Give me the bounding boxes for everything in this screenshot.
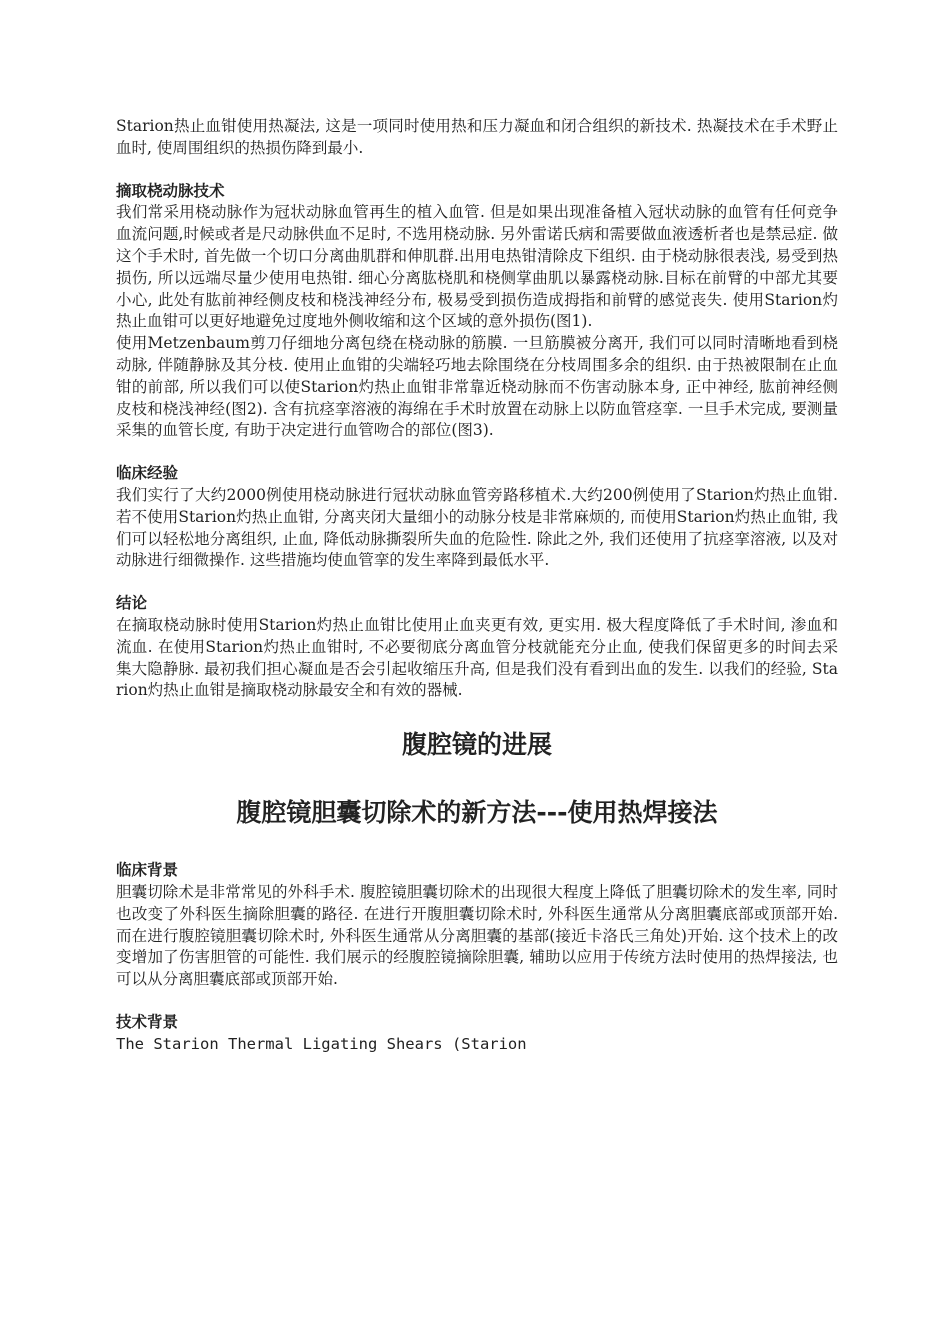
spacer (116, 762, 838, 796)
spacer (116, 830, 838, 860)
document-body (116, 116, 838, 1056)
section-heading-clinical-background: 临床背景 (116, 861, 179, 880)
spacer (116, 702, 838, 728)
spacer (116, 442, 838, 463)
clinical-background-paragraph: 胆囊切除术是非常常见的外科手术. 腹腔镜胆囊切除术的出现很大程度上降低了胆囊切除术的发生率, 同时也改变了外科医生摘除胆囊的路径. 在进行开腹胆囊切除术时, 外科医生通常从分离胆囊底部或顶部开始. 而在进行腹腔镜胆囊切除术时, 外科医生通常从分离胆囊的基部(接近卡洛氏三角处)开始. 这个技术上的改变增加了伤害胆管的可能性. 我们展示的经腹腔镜摘除胆囊, 辅助以应用于传统方法时使用的热焊接法, 也可以从分离胆囊底部或顶部开始. (116, 882, 838, 989)
section-heading-conclusion: 结论 (116, 594, 148, 613)
conclusion-paragraph: 在摘取桡动脉时使用Starion灼热止血钳比使用止血夹更有效, 更实用. 极大程度降低了手术时间, 渗血和流血. 在使用Starion灼热止血钳时, 不必要彻底分离血管分枝就能充分止血, 使我们保留更多的时间去采集大隐静脉. 最初我们担心凝血是否会引起收缩压升高, 但是我们没有看到出血的发生. 以我们的经验, Starion灼热止血钳是摘取桡动脉最安全和有效的器械. (116, 615, 838, 700)
intro-paragraph: Starion热止血钳使用热凝法, 这是一项同时使用热和压力凝血和闭合组织的新技术. 热凝技术在手术野止血时, 使周围组织的热损伤降到最小. (116, 117, 838, 157)
spacer (116, 572, 838, 593)
spacer (116, 991, 838, 1012)
technical-background-paragraph: The Starion Thermal Ligating Shears (Starion (116, 1034, 527, 1053)
main-title: 腹腔镜的进展 (401, 730, 552, 760)
clinical-experience-paragraph: 我们实行了大约2000例使用桡动脉进行冠状动脉血管旁路移植术.大约200例使用了Starion灼热止血钳. 若不使用Starion灼热止血钳, 分离夹闭大量细小的动脉分枝是非常麻烦的, 而使用Starion灼热止血钳, 我们可以轻松地分离组织, 止血, 降低动脉撕裂所失血的危险性. 除此之外, 我们还使用了抗痉挛溶液, 以及对动脉进行细微操作. 这些措施均使血管挛的发生率降到最低水平. (116, 485, 838, 570)
sub-title: 腹腔镜胆囊切除术的新方法---使用热焊接法 (236, 798, 718, 828)
section-heading-clinical-experience: 临床经验 (116, 464, 179, 483)
radial-artery-paragraph-2: 使用Metzenbaum剪刀仔细地分离包绕在桡动脉的筋膜. 一旦筋膜被分离开, 我们可以同时清晰地看到桡动脉, 伴随静脉及其分枝. 使用止血钳的尖端轻巧地去除围绕在分枝周围多余的组织. 由于热被限制在止血钳的前部, 所以我们可以使Starion灼热止血钳非常靠近桡动脉而不伤害动脉本身, 正中神经, 肱前神经侧皮枝和桡浅神经(图2). 含有抗痉挛溶液的海绵在手术时放置在动脉上以防血管痉挛. 一旦手术完成, 要测量采集的血管长度, 有助于决定进行血管吻合的部位(图3). (116, 334, 838, 440)
section-heading-technical-background: 技术背景 (116, 1012, 179, 1031)
radial-artery-paragraph-1: 我们常采用桡动脉作为冠状动脉血管再生的植入血管. 但是如果出现准备植入冠状动脉的血管有任何竞争血流问题,时候或者是尺动脉供血不足时, 不选用桡动脉. 另外雷诺氏病和需要做血液透析者也是禁忌症. 做这个手术时, 首先做一个切口分离曲肌群和伸肌群.出用电热钳清除皮下组织. 由于桡动脉很表浅, 易受到热损伤, 所以远端尽量少使用电热钳. 细心分离肱桡肌和桡侧掌曲肌以暴露桡动脉.目标在前臂的中部尤其要小心, 此处有肱前神经侧皮枝和桡浅神经分布, 极易受到损伤造成拇指和前臂的感觉丧失. 使用Starion灼热止血钳可以更好地避免过度地外侧收缩和这个区域的意外损伤(图1). (116, 203, 838, 331)
spacer (116, 160, 838, 181)
section-heading-radial-artery: 摘取桡动脉技术 (116, 181, 225, 200)
